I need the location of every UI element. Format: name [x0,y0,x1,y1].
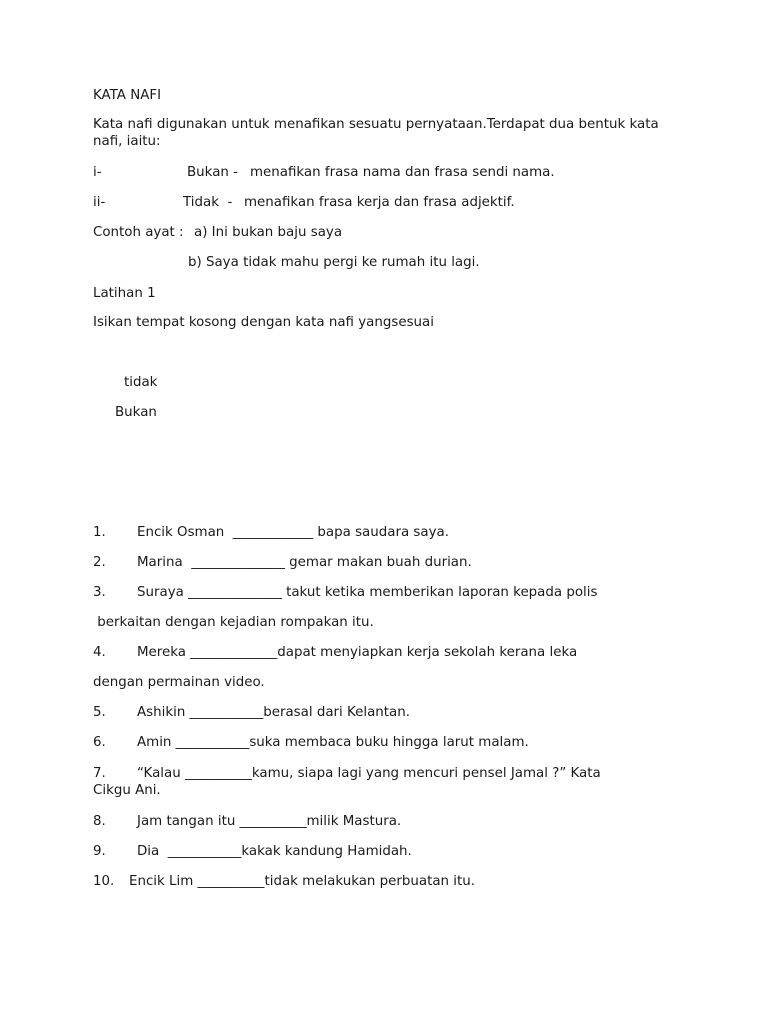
question-number: 3. [93,585,106,600]
form-item-bukan [0,164,768,182]
question-number: 8. [93,814,106,829]
question-text: Encik Osman ____________ bapa saudara saya. [137,525,449,540]
question-number: 5. [93,705,106,720]
form-word: Tidak - [183,195,233,210]
question-number: 9. [93,844,106,859]
question-text: Suraya ______________ takut ketika memberikan laporan kepada polis [137,585,598,600]
question-text-cont: berkaitan dengan kejadian rompakan itu. [93,615,374,630]
exercise-instruction: Isikan tempat kosong dengan kata nafi yangsesuai [93,315,434,330]
question-item [0,813,768,831]
question-continuation [0,614,768,632]
question-text: Amin ___________suka membaca buku hingga larut malam. [137,735,529,750]
question-text: “Kalau __________kamu, siapa lagi yang mencuri pensel Jamal ?” Kata [137,766,601,781]
form-desc: menafikan frasa nama dan frasa sendi nama. [250,165,555,180]
question-item [0,584,768,602]
option-tidak: tidak [124,375,158,390]
question-item [0,554,768,572]
question-number: 6. [93,735,106,750]
question-continuation [0,674,768,692]
question-number: 7. [93,766,106,781]
example-b-row [0,254,768,272]
form-desc: menafikan frasa kerja dan frasa adjektif. [244,195,515,210]
form-marker: i- [93,165,102,180]
example-b: b) Saya tidak mahu pergi ke rumah itu lagi. [188,255,480,270]
page-title: KATA NAFI [93,88,162,103]
question-text-cont: Cikgu Ani. [93,783,161,798]
example-a-row [0,224,768,242]
question-item [0,734,768,752]
question-number: 1. [93,525,106,540]
question-item [0,644,768,662]
exercise-title: Latihan 1 [93,286,156,301]
option-bukan: Bukan [115,405,157,420]
form-marker: ii- [93,195,106,210]
question-text: Ashikin ___________berasal dari Kelantan. [137,705,410,720]
question-item [0,765,768,783]
question-item [0,524,768,542]
form-item-tidak [0,194,768,212]
question-number: 4. [93,645,106,660]
question-text: Encik Lim __________tidak melakukan perbuatan itu. [129,874,476,889]
question-text-cont: dengan permainan video. [93,675,265,690]
question-number: 2. [93,555,106,570]
question-text: Marina ______________ gemar makan buah durian. [137,555,472,570]
form-word: Bukan - [187,165,238,180]
question-text: Mereka _____________dapat menyiapkan kerja sekolah kerana leka [137,645,578,660]
intro-paragraph: Kata nafi digunakan untuk menafikan sesuatu pernyataan.Terdapat dua bentuk kata nafi, iaitu: [93,117,659,149]
example-label: Contoh ayat : [93,225,184,240]
question-item [0,843,768,861]
question-number: 10. [93,874,115,889]
question-continuation [0,782,768,800]
question-text: Dia ___________kakak kandung Hamidah. [137,844,412,859]
question-item [0,873,768,891]
question-item [0,704,768,722]
question-text: Jam tangan itu __________milik Mastura. [137,814,402,829]
example-a: a) Ini bukan baju saya [194,225,343,240]
